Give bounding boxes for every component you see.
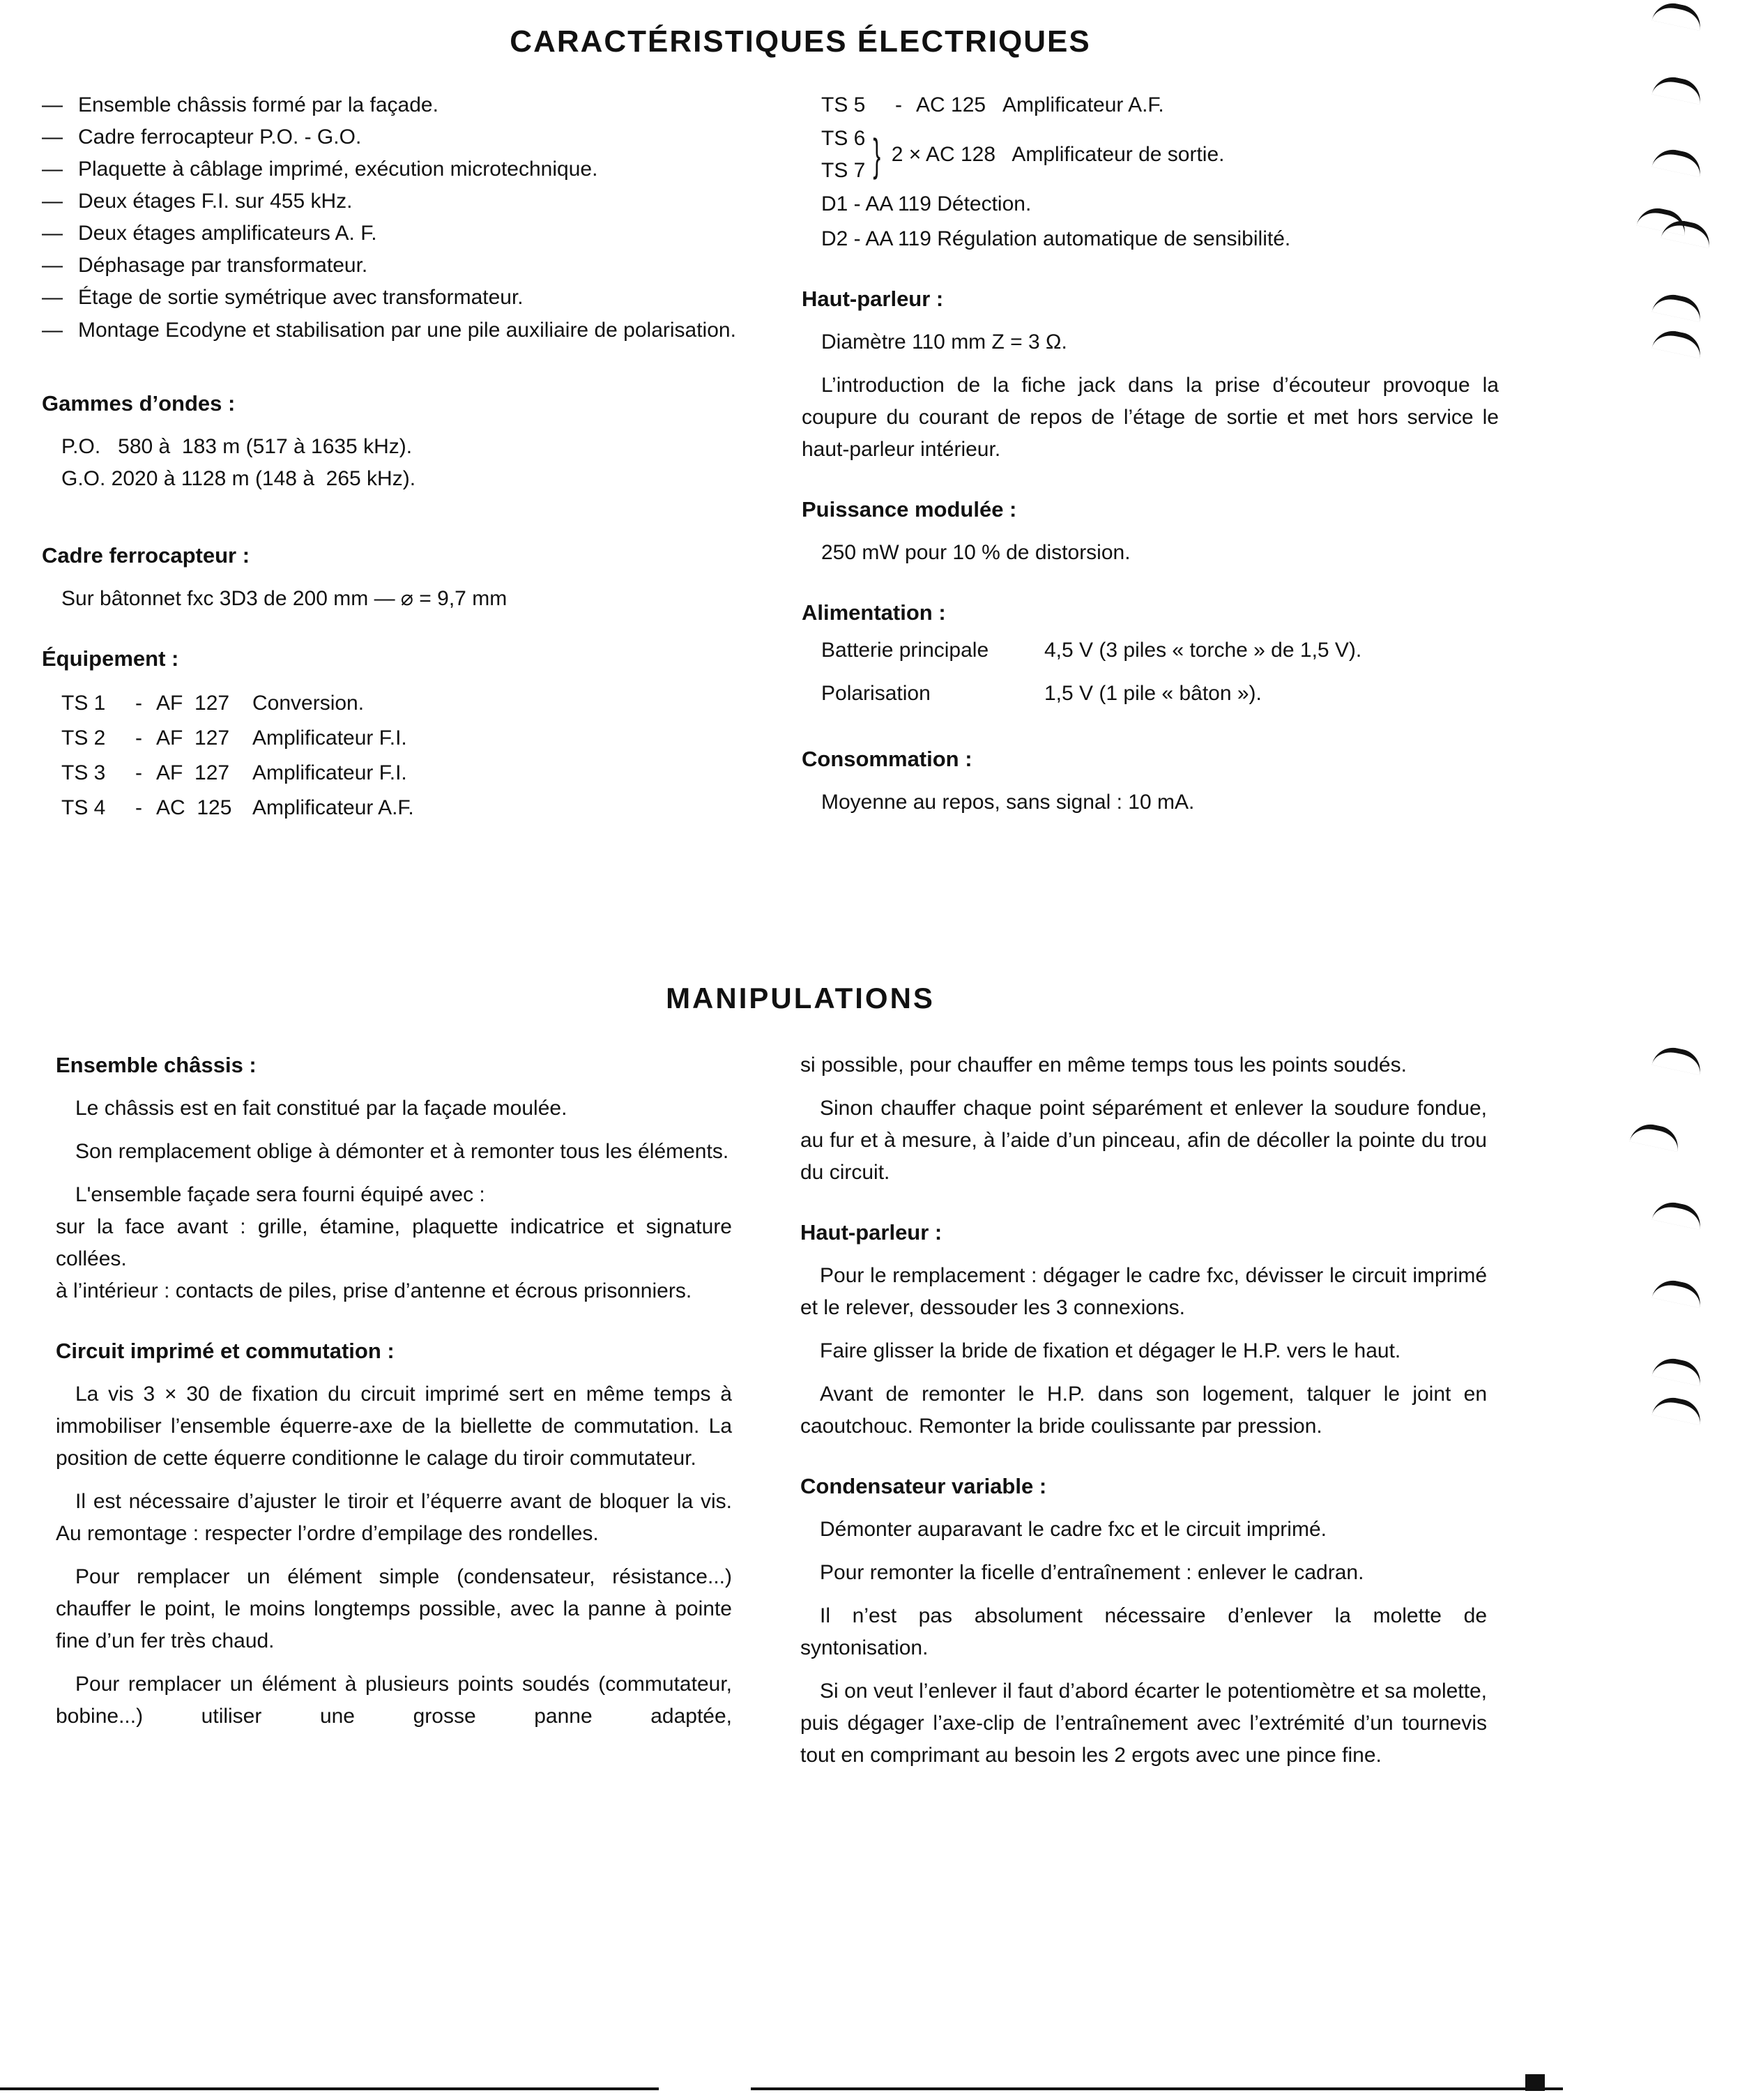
- dash-icon: —: [42, 93, 63, 116]
- dash-icon: —: [42, 190, 63, 213]
- feature-bullet: — Ensemble châssis formé par la façade.: [42, 89, 739, 121]
- paragraph: à l’intérieur : contacts de piles, prise d’antenne et écrous prisonniers.: [56, 1279, 692, 1302]
- diode-row: D1 - AA 119 Détection.: [821, 192, 1032, 215]
- binding-hole-icon: [1652, 1199, 1704, 1230]
- wave-range-go: G.O. 2020 à 1128 m (148 à 265 kHz).: [61, 467, 416, 490]
- paragraph: Pour remplacer un élément à plusieurs points soudés (commutateur, bobine...) utiliser une grosse panne adaptée,: [56, 1673, 732, 1728]
- paragraph: sur la face avant : grille, étamine, plaquette indicatrice et signature collées.: [56, 1215, 732, 1270]
- transistor-ref: TS 7: [821, 159, 866, 182]
- equipment-row: TS 5 - AC 125 Amplificateur A.F.: [821, 93, 1164, 116]
- paragraph: Avant de remonter le H.P. dans son logement, talquer le joint en caoutchouc. Remonter la bride coulissante par pression.: [800, 1383, 1487, 1438]
- speaker-spec: Diamètre 110 mm Z = 3 Ω.: [821, 330, 1067, 353]
- paragraph: L'ensemble façade sera fourni équipé avec :: [75, 1183, 485, 1206]
- heading-wave-ranges: Gammes d’ondes :: [42, 391, 236, 416]
- binding-hole-icon: [1652, 327, 1704, 358]
- binding-hole-icon: [1652, 1355, 1704, 1386]
- binding-hole-icon: [1652, 1277, 1704, 1308]
- binding-hole-icon: [1652, 1394, 1704, 1425]
- equipment-table: [42, 686, 739, 825]
- binding-hole-icon: [1630, 1120, 1682, 1152]
- feature-bullet: — Déphasage par transformateur.: [42, 250, 739, 282]
- speaker-note: L’introduction de la fiche jack dans la prise d’écouteur provoque la coupure du courant de repos de l’étage de sortie et met hors service le haut-parleur intérieur.: [802, 374, 1499, 461]
- heading-circuit: Circuit imprimé et commutation :: [56, 1339, 395, 1363]
- dash-icon: —: [42, 319, 63, 342]
- paragraph: La vis 3 × 30 de fixation du circuit imprimé sert en même temps à immobiliser l’ensemble équerre-axe de la biellette de commutation. La position de cette équerre conditionne le calage du tiroir commutateur.: [56, 1383, 732, 1470]
- paragraph: Pour remplacer un élément simple (condensateur, résistance...) chauffer le point, le moins longtemps possible, avec la panne à pointe fine d’un fer très chaud.: [56, 1565, 732, 1652]
- heading-variable-capacitor: Condensateur variable :: [800, 1474, 1047, 1498]
- heading-speaker-manip: Haut-parleur :: [800, 1220, 942, 1245]
- bottom-rule-right: [751, 2087, 1563, 2090]
- feature-bullet-list: [42, 89, 739, 343]
- feature-bullet: — Cadre ferrocapteur P.O. - G.O.: [42, 121, 739, 153]
- dash-icon: —: [42, 158, 63, 181]
- paragraph: Le châssis est en fait constitué par la façade moulée.: [75, 1097, 567, 1120]
- power-output-value: 250 mW pour 10 % de distorsion.: [821, 541, 1131, 564]
- dash-icon: —: [42, 254, 63, 277]
- heading-power-output: Puissance modulée :: [802, 497, 1017, 522]
- paragraph: Il n’est pas absolument nécessaire d’enlever la molette de syntonisation.: [800, 1604, 1487, 1659]
- heading-ferrite-frame: Cadre ferrocapteur :: [42, 543, 250, 568]
- section-title-caracteristiques: CARACTÉRISTIQUES ÉLECTRIQUES: [510, 24, 1091, 59]
- characteristics-left-column: [42, 89, 739, 825]
- wave-range-po: P.O. 580 à 183 m (517 à 1635 kHz).: [61, 435, 413, 458]
- dash-icon: —: [42, 125, 63, 149]
- binding-hole-icon: [1652, 291, 1704, 322]
- paragraph: Son remplacement oblige à démonter et à remonter tous les éléments.: [75, 1140, 729, 1163]
- section-title-manipulations: MANIPULATIONS: [666, 982, 935, 1015]
- equipment-row: TS 1 - AF 127 Conversion.: [61, 692, 365, 715]
- feature-bullet: — Plaquette à câblage imprimé, exécution microtechnique.: [42, 153, 739, 185]
- paragraph: Pour remonter la ficelle d’entraînement : enlever le cadran.: [820, 1561, 1364, 1584]
- manipulations-right-column: [800, 1049, 1487, 1772]
- paragraph: Pour le remplacement : dégager le cadre fxc, dévisser le circuit imprimé et le relever, dessouder les 3 connexions.: [800, 1264, 1487, 1319]
- paragraph: Il est nécessaire d’ajuster le tiroir et l’équerre avant de bloquer la vis. Au remontage : respecter l’ordre d’empilage des rondelles.: [56, 1490, 732, 1545]
- equipment-row: TS 2 - AF 127 Amplificateur F.I.: [61, 726, 407, 750]
- dash-icon: —: [42, 286, 63, 309]
- heading-chassis: Ensemble châssis :: [56, 1053, 257, 1077]
- feature-bullet: — Étage de sortie symétrique avec transformateur.: [42, 282, 739, 314]
- diode-row: D2 - AA 119 Régulation automatique de sensibilité.: [821, 227, 1291, 250]
- paragraph: Faire glisser la bride de fixation et dégager le H.P. vers le haut.: [820, 1339, 1401, 1362]
- binding-hole-icon: [1652, 73, 1704, 105]
- manipulations-left-column: [56, 1049, 732, 1733]
- equipment-row: TS 4 - AC 125 Amplificateur A.F.: [61, 796, 414, 819]
- heading-consumption: Consommation :: [802, 747, 972, 771]
- binding-hole-icon: [1652, 146, 1704, 177]
- paragraph: Si on veut l’enlever il faut d’abord écarter le potentiomètre et sa molette, puis dégager l’axe-clip de l’entraînement avec l’extrémité d’un tournevis tout en comprimant au besoin les 2 ergots avec une pince fine.: [800, 1680, 1487, 1767]
- supply-row: Batterie principale 4,5 V (3 piles « torche » de 1,5 V).: [821, 639, 1362, 662]
- feature-bullet: — Montage Ecodyne et stabilisation par une pile auxiliaire de polarisation.: [42, 319, 736, 342]
- brace-icon: }: [873, 130, 881, 180]
- paragraph: Démonter auparavant le cadre fxc et le circuit imprimé.: [820, 1518, 1327, 1541]
- registration-mark-icon: [1525, 2074, 1545, 2091]
- heading-speaker: Haut-parleur :: [802, 287, 944, 311]
- ferrite-frame-spec: Sur bâtonnet fxc 3D3 de 200 mm — ⌀ = 9,7 mm: [61, 587, 508, 610]
- feature-bullet: — Deux étages amplificateurs A. F.: [42, 218, 739, 250]
- dash-icon: —: [42, 222, 63, 245]
- paragraph: Sinon chauffer chaque point séparément et enlever la soudure fondue, au fur et à mesure, à l’aide d’un pinceau, afin de décoller la pointe du trou du circuit.: [800, 1097, 1487, 1184]
- bottom-rule-left: [0, 2087, 659, 2090]
- heading-supply: Alimentation :: [802, 600, 946, 625]
- paired-output-transistors: [802, 123, 1499, 187]
- supply-row: Polarisation 1,5 V (1 pile « bâton »).: [821, 682, 1262, 705]
- characteristics-right-column: [802, 89, 1499, 819]
- paragraph-continued: si possible, pour chauffer en même temps tous les points soudés.: [800, 1053, 1407, 1076]
- equipment-row: TS 3 - AF 127 Amplificateur F.I.: [61, 761, 407, 784]
- transistor-ref: TS 6: [821, 127, 866, 150]
- feature-bullet: — Deux étages F.I. sur 455 kHz.: [42, 185, 739, 218]
- consumption-value: Moyenne au repos, sans signal : 10 mA.: [821, 791, 1195, 814]
- paired-description: 2 × AC 128 Amplificateur de sortie.: [891, 143, 1225, 166]
- binding-hole-icon: [1652, 1044, 1704, 1075]
- heading-equipment: Équipement :: [42, 646, 179, 671]
